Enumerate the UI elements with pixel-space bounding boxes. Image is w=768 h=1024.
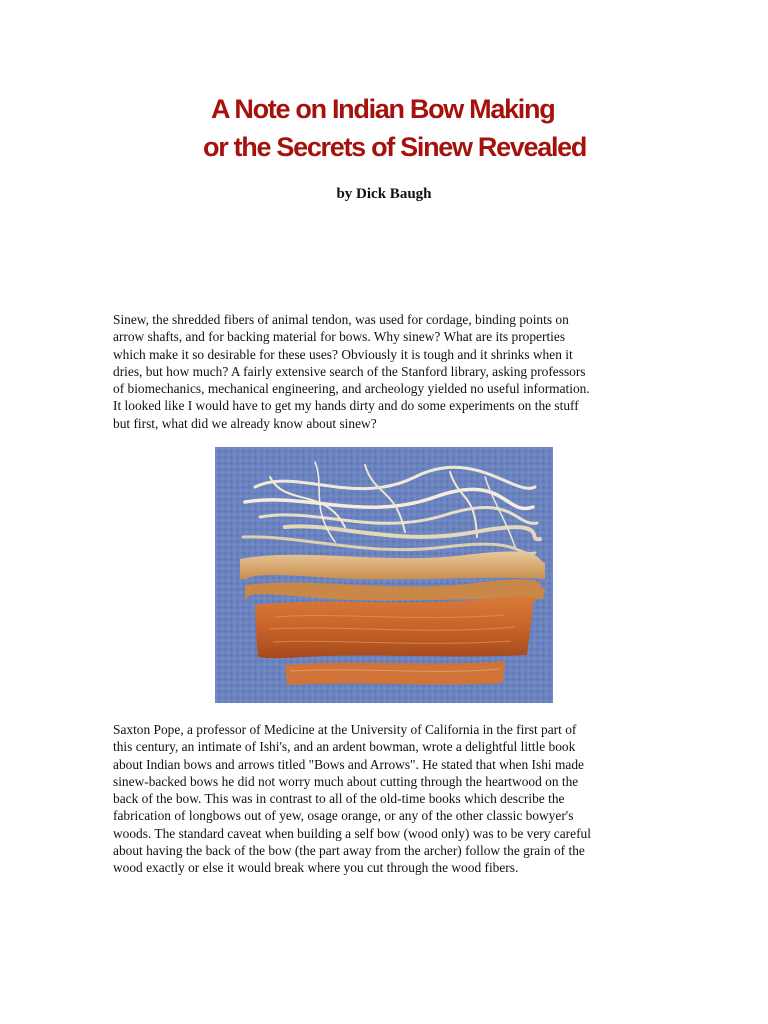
text-line: this century, an intimate of Ishi's, and an ardent bowman, wrote a delightful little book [113, 739, 576, 755]
paragraph-saxton-pope [113, 721, 658, 877]
text-line: It looked like I would have to get my hands dirty and do some experiments on the stuff [113, 398, 579, 414]
text-line: about Indian bows and arrows titled "Bows and Arrows". He stated that when Ishi made [113, 756, 584, 772]
text-line: of biomechanics, mechanical engineering, and archeology yielded no useful information. [113, 381, 590, 397]
text-line: dries, but how much? A fairly extensive search of the Stanford library, asking professors [113, 363, 586, 379]
text-line: wood exactly or else it would break where you cut through the wood fibers. [113, 860, 519, 876]
text-line: but first, what did we already know about sinew? [113, 415, 377, 431]
text-line: back of the bow. This was in contrast to all of the old-time books which describe the [113, 791, 565, 807]
text-line: about having the back of the bow (the part away from the archer) follow the grain of the [113, 843, 585, 859]
title-line-2: or the Secrets of Sinew Revealed [203, 132, 587, 162]
text-line: woods. The standard caveat when building a self bow (wood only) was to be very careful [113, 825, 591, 841]
text-line: fabrication of longbows out of yew, osage orange, or any of the other classic bowyer's [113, 808, 574, 824]
author-byline: by Dick Baugh [336, 186, 432, 202]
text-line: arrow shafts, and for backing material for bows. Why sinew? What are its properties [113, 329, 566, 345]
title-line-1: A Note on Indian Bow Making [211, 94, 555, 124]
sinew-photo [215, 447, 553, 703]
text-line: Sinew, the shredded fibers of animal tendon, was used for cordage, binding points on [113, 312, 569, 327]
paragraph-intro [113, 311, 658, 432]
text-line: which make it so desirable for these uses? Obviously it is tough and it shrinks when it [113, 346, 573, 362]
text-line: Saxton Pope, a professor of Medicine at the University of California in the first part of [113, 722, 577, 737]
text-line: sinew-backed bows he did not worry much about cutting through the heartwood on the [113, 773, 579, 789]
